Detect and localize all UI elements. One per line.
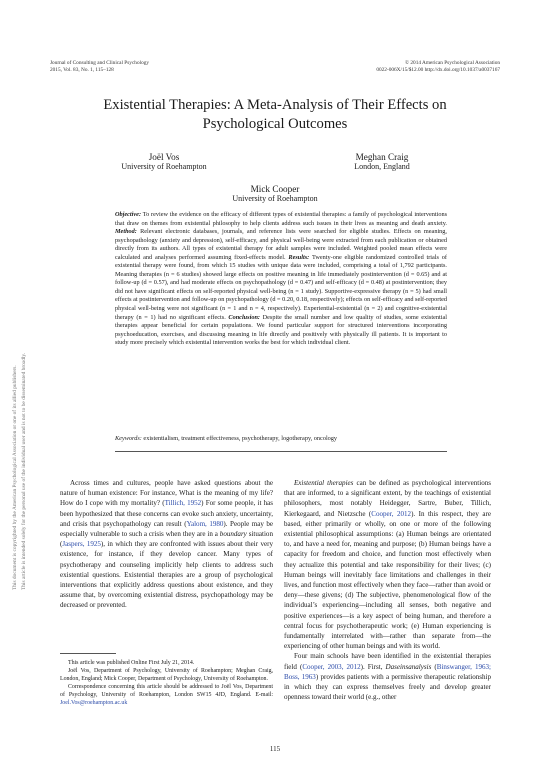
title-line-1: Existential Therapies: A Meta-Analysis of Their Effects on <box>103 97 447 113</box>
results-text: Twenty-one eligible randomized controlled trials of existential therapy were found, from which 15 studies with unique data were included, comprising a total of 1,792 participants. Meaning therapies (n = 6 studies) showed large effects on positive meaning in life immediately postintervention (d = 0.65) and at follow-up (d = 0.57), and had moderate effects on psychopathology (d = 0.47) and self-efficacy (d = 0.48) at postintervention; they did not have significant effects on self-reported physical well-being (n = 1 study). Supportive-expressive therapy (n = 5) had small effects at postintervention and follow-up on psychopathology (d = 0.20, 0.18, respectively); effects on self-efficacy and self-reported physical well-being were not significant (n = 1 and n = 4, respectively). Experiential-existential (n = 2) and cognitive-existential therapy (n = 1) had no significant effects. <box>115 253 447 321</box>
doi-line: 0022-006X/15/$12.00 http://dx.doi.org/10.1037/a0037167 <box>376 67 500 73</box>
footnote-rule <box>60 653 116 654</box>
page-number: 115 <box>269 745 281 753</box>
keywords <box>115 435 447 443</box>
conclusion-text: Despite the small number and low quality of studies, some existential therapies appear beneficial for certain populations. We found particular support for structured interventions incorporating psychoeducation, exercises, and discussing meaning in life directly and positively with physically ill patients. It is important to study more precisely which existential intervention works the best for which individual client. <box>115 313 447 347</box>
author-block-3 <box>207 184 343 204</box>
author-name: Meghan Craig <box>355 152 409 162</box>
author-name: Mick Cooper <box>250 184 300 194</box>
keywords-text: existentialism, treatment effectiveness, psychotherapy, logotherapy, oncology <box>141 435 338 442</box>
citation-link[interactable]: Binswanger, 1963; Boss, 1963 <box>284 662 491 681</box>
conclusion-label: Conclusion: <box>228 313 261 321</box>
method-label: Method: <box>115 228 137 236</box>
body-paragraph: Existential therapies can be defined as psychological interventions that are informed, to a significant extent, by the teachings of existential philosophers, most notably Heidegger, Sartre, Buber, Tillich, Kierkegaard, and Nietzsche (Cooper, 2012). In this respect, they are based, either primarily or wholly, on one or more of the following existential philosophical assumptions: (a) Human beings are orientated to, and have a need for, meaning and purpose; (b) Human beings have a capacity for freedom and choice, and function most effectively when they actualize this potential and take responsibility for their lives; (c) Human beings will inevitably face limitations and challenges in their lives, and function most effectively when they face—rather than avoid or deny—these givens; (d) The subjective, phenomenological flow of the individual’s experiencing—including all senses, both negative and positive experiences—is a key aspect of being human, and therefore a central focus for psychotherapeutic work; (e) Human experiencing is fundamentally interrelated with—rather than separate from—the experiencing of other human beings and with its world. <box>284 479 491 651</box>
author-affiliation: University of Roehampton <box>232 194 318 203</box>
abstract <box>115 211 447 348</box>
title-line-2: Psychological Outcomes <box>202 116 348 132</box>
objective-text: To review the evidence on the efficacy of different types of existential therapies: a family of psychological interventions that draw on themes from existential philosophy to help clients address such issues in their lives as meaning and death anxiety. <box>115 211 447 227</box>
author-affiliation: London, England <box>354 162 410 171</box>
volume-info: 2015, Vol. 83, No. 1, 115–128 <box>50 67 114 73</box>
body-paragraph: Four main schools have been identified in the existential therapies field (Cooper, 2003, 2012). First, Daseinsanalysis (Binswanger, 1963; Boss, 1963) provides patients with a permissive therapeutic relationship in which they can express themselves freely and develop greater openness toward their world (e.g., other <box>284 652 492 702</box>
copyright-notice: © 2014 American Psychological Association <box>405 60 500 66</box>
citation-link[interactable]: Yalom, 1980 <box>186 519 224 528</box>
right-column-body <box>284 478 491 702</box>
usage-side-note: This article is intended solely for the personal use of the individual user and is not to be disseminated broadly. <box>21 352 27 590</box>
abstract-divider <box>115 451 447 452</box>
objective-label: Objective: <box>115 211 142 218</box>
footnote-publication: This article was published Online First July 21, 2014. <box>68 660 195 666</box>
email-link[interactable]: Joel.Vos@roehampton.ac.uk <box>60 700 128 707</box>
method-text: Relevant electronic databases, journals, and reference lists were searched for eligible studies. Effects on meaning, psychopathology (anxiety and depression), self-efficacy, and physical well-being were extracted from each publication or obtained directly from its authors. All types of existential therapy for adult samples were included. Weighted pooled mean effects were calculated and analyses performed assuming fixed-effects model. <box>115 228 447 261</box>
copyright-side-note: This document is copyrighted by the American Psychological Association or one of its allied publishers. <box>12 365 18 590</box>
author-block-1 <box>98 152 230 172</box>
author-block-2 <box>316 152 448 172</box>
citation-link[interactable]: Tillich, 1952 <box>164 499 202 508</box>
footnote-affiliations: Joël Vos, Department of Psychology, University of Roehampton; Meghan Craig, London, England; Mick Cooper, Department of Psychology, University of Roehampton. <box>60 668 273 683</box>
article-title <box>40 96 510 134</box>
body-paragraph: Across times and cultures, people have asked questions about the nature of human existence: For instance, What is the meaning of my life? How do I cope with my mortality? (Tillich, 1952) For some people, it has been hypothesized that these concerns can evoke such anxiety, uncertainty, and crisis that psychopathology can result (Yalom, 1980). People may be especially vulnerable to such a crisis when they are in a boundary situation (Jaspers, 1925), in which they are confronted with issues about their very existence, for instance, if they develop cancer. Many types of psychotherapy and counseling implicitly help clients to address such existential questions. Existential therapies are a group of psychological interventions that explicitly address questions about existence, and they assume that, by overcoming existential distress, psychopathology may be decreased or prevented. <box>60 479 274 610</box>
author-affiliation: University of Roehampton <box>121 162 207 171</box>
citation-link[interactable]: Cooper, 2012 <box>371 509 412 518</box>
footnote-correspondence: Correspondence concerning this article should be addressed to Joël Vos, Department of Psychology, University of Roehampton, London SW15 4JD, England. E-mail: Joel.Vos@roehampton.ac.uk <box>60 684 273 707</box>
keywords-label: Keywords: <box>115 435 142 442</box>
left-column-body <box>60 478 273 611</box>
citation-link[interactable]: Jaspers, 1925 <box>62 540 101 549</box>
journal-name: Journal of Consulting and Clinical Psychology <box>50 60 150 66</box>
author-name: Joël Vos <box>148 152 180 162</box>
footnotes <box>60 659 273 708</box>
results-label: Results: <box>288 253 310 261</box>
citation-link[interactable]: Cooper, 2003, 2012 <box>302 662 361 671</box>
